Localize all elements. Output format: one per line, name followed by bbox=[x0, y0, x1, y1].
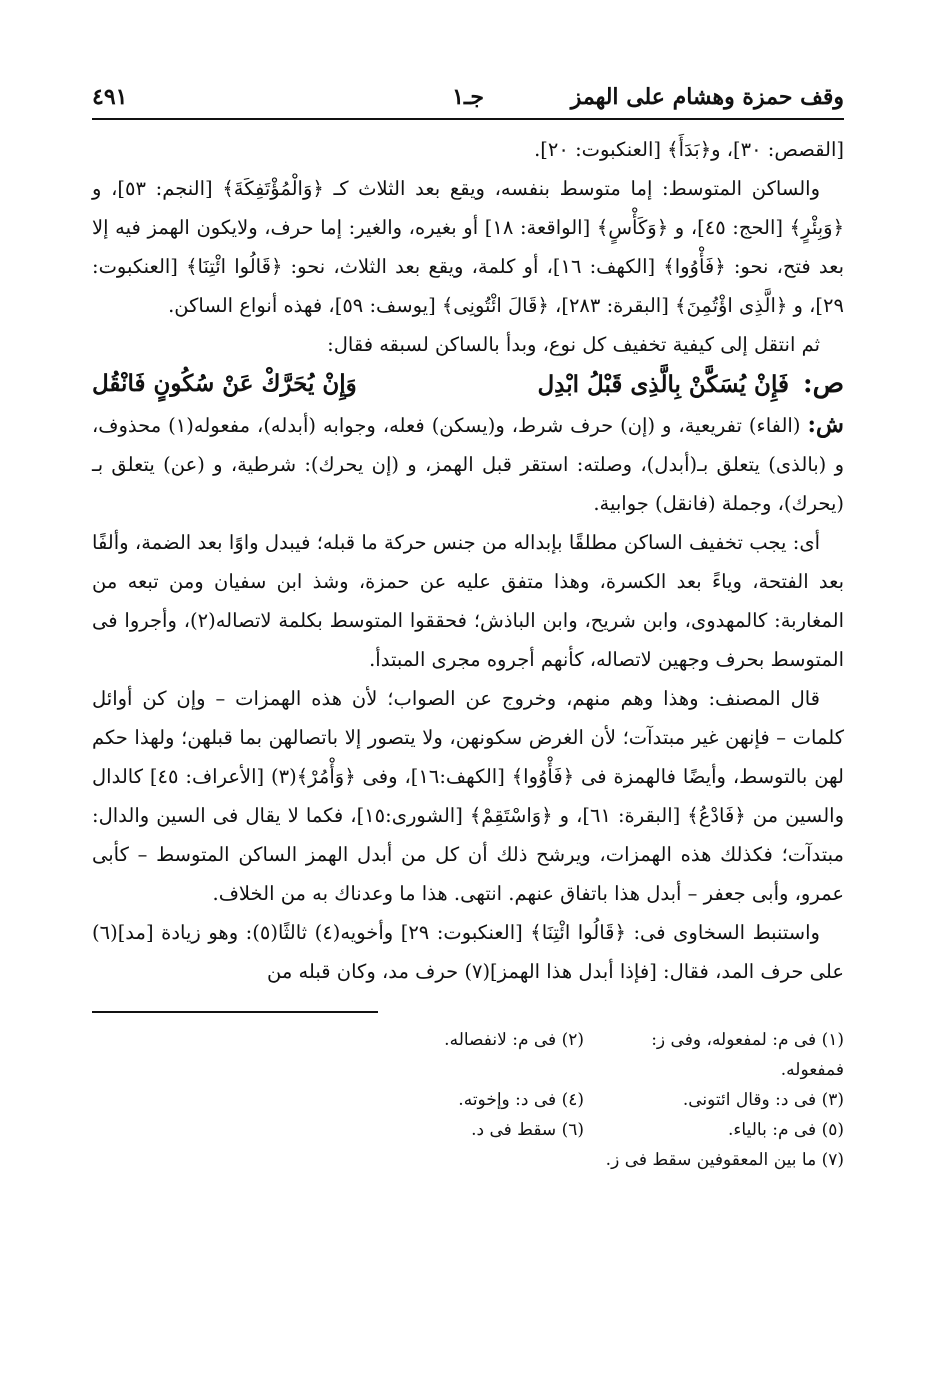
paragraph: [القصص: ٣٠]، و﴿بَدَأَ﴾ [العنكبوت: ٢٠]. bbox=[534, 138, 844, 161]
page-number: ٤٩١ bbox=[92, 84, 128, 110]
footnote: (٢) فى م: لانفصاله. bbox=[444, 1030, 584, 1050]
sharh-marker: ش: bbox=[807, 411, 845, 438]
footnote-row bbox=[92, 1115, 844, 1145]
footnote-separator bbox=[92, 1011, 378, 1013]
paragraph: واستنبط السخاوى فى: ﴿قَالُوا ائْتِنَا﴾ [العنكبوت: ٢٩] وأخويه(٤) ثالثًا(٥): وهو زيادة [مد](٦) على حرف المد، فقال: [فإذا أبدل هذا الهمز](٧) حرف مد، وكان قبله من bbox=[92, 921, 844, 983]
footnote: (١) فى م: لمفعوله، وفى ز: فمفعوله. bbox=[651, 1030, 844, 1080]
paragraph: ثم انتقل إلى كيفية تخفيف كل نوع، وبدأ بالساكن لسبقه فقال: bbox=[327, 333, 820, 356]
running-title: وقف حمزة وهشام على الهمز bbox=[570, 84, 844, 110]
sharh-paragraph bbox=[92, 405, 844, 523]
footnote: (٧) ما بين المعقوفين سقط فى ز. bbox=[605, 1150, 844, 1170]
main-text bbox=[92, 130, 844, 991]
paragraph: قال المصنف: وهذا وهم منهم، وخروج عن الصواب؛ لأن هذه الهمزات – وإن كن أوائل كلمات – فإنهن غير مبتدآت؛ لأن الغرض سكونهن، ولا يتصور إلا باتصالهن بما قبلهن؛ ولهذا حكم لهن بالتوسط، وأيضًا فالهمزة فى ﴿فَأْوُوا﴾ [الكهف:١٦]، وفى ﴿وَأْمُرْ﴾(٣) [الأعراف: ٤٥] كالدال والسين من ﴿فَادْعُ﴾ [البقرة: ٦١]، و ﴿وَاسْتَقِمْ﴾ [الشورى:١٥]، فكما لا يقال فى السين والدال: مبتدآت؛ فكذلك هذه الهمزات، ويرشح ذلك أن كل من أبدل الهمز الساكن المتوسط – كأبى عمرو، وأبى جعفر – أبدل هذا باتفاق عنهم. انتهى. هذا ما وعدناك به من الخلاف. bbox=[92, 687, 844, 905]
paragraph: أى: يجب تخفيف الساكن مطلقًا بإبداله من جنس حركة ما قبله؛ فيبدل واوًا بعد الضمة، وألفًا بعد الفتحة، وياءً بعد الكسرة، وهذا متفق عليه عن حمزة، وشذ ابن سفيان ومن تبعه من المغاربة: كالمهدوى، وابن شريح، وابن الباذش؛ فحققوا المتوسط بكلمة لاتصاله(٢)، وأجروا فى المتوسط بحرف وجهين لاتصاله، كأنهم أجروه مجرى المبتدأ. bbox=[92, 531, 844, 671]
volume-label: جـ١ bbox=[452, 84, 484, 110]
footnote bbox=[334, 1145, 584, 1175]
verse-hemistich-2: وَإِنْ يُحَرَّكْ عَنْ سُكُونٍ فَانْقُل bbox=[92, 370, 357, 397]
paragraph: والساكن المتوسط: إما متوسط بنفسه، ويقع بعد الثلاث كـ ﴿وَالْمُؤْتَفِكَةَ﴾ [النجم: ٥٣]، و ﴿وَبِئْرٍ﴾ [الحج: ٤٥]، و ﴿وَكَأْسٍ﴾ [الواقعة: ١٨] أو بغيره، والغير: إما حرف، ولايكون الهمز فيه إلا بعد فتح، نحو: ﴿فَأْوُوا﴾ [الكهف: ١٦]، أو كلمة، ويقع بعد الثلاث، نحو: ﴿قَالُوا ائْتِنَا﴾ [العنكبوت: ٢٩]، و ﴿الَّذِى اؤْتُمِنَ﴾ [البقرة: ٢٨٣]، ﴿قَالَ ائْتُونِى﴾ [يوسف: ٥٩]، فهذه أنواع الساكن. bbox=[92, 177, 844, 317]
footnote-row bbox=[92, 1085, 844, 1115]
verse-first-half bbox=[537, 364, 844, 405]
verse-line bbox=[92, 364, 844, 405]
footnote: (٦) سقط فى د. bbox=[471, 1120, 584, 1140]
footnote-row bbox=[92, 1145, 844, 1175]
footnote: (٣) فى د: وقال ائتونى. bbox=[682, 1090, 844, 1110]
footnotes bbox=[92, 1025, 844, 1175]
footnote: (٥) فى م: بالياء. bbox=[728, 1120, 844, 1140]
footnote: (٤) فى د: وإخوته. bbox=[458, 1090, 584, 1110]
footnote-row bbox=[92, 1025, 844, 1085]
verse-marker: ص: bbox=[802, 369, 844, 399]
verse-hemistich-1: فَإِنْ يُسَكَّنْ بِالَّذِى قَبْلُ ابْدِل bbox=[537, 371, 789, 398]
sharh-text: (الفاء) تفريعية، و (إن) حرف شرط، و(يسكن) فعله، وجوابه (أبدله)، مفعوله(١) محذوف، و (بالذى) يتعلق بـ(أبدل)، وصلته: استقر قبل الهمز، و (إن يحرك): شرطية، و (عن) يتعلق بـ (يحرك)، وجملة (فانقل) جوابية. bbox=[92, 414, 844, 515]
page bbox=[92, 78, 844, 1175]
page-header bbox=[92, 78, 844, 120]
